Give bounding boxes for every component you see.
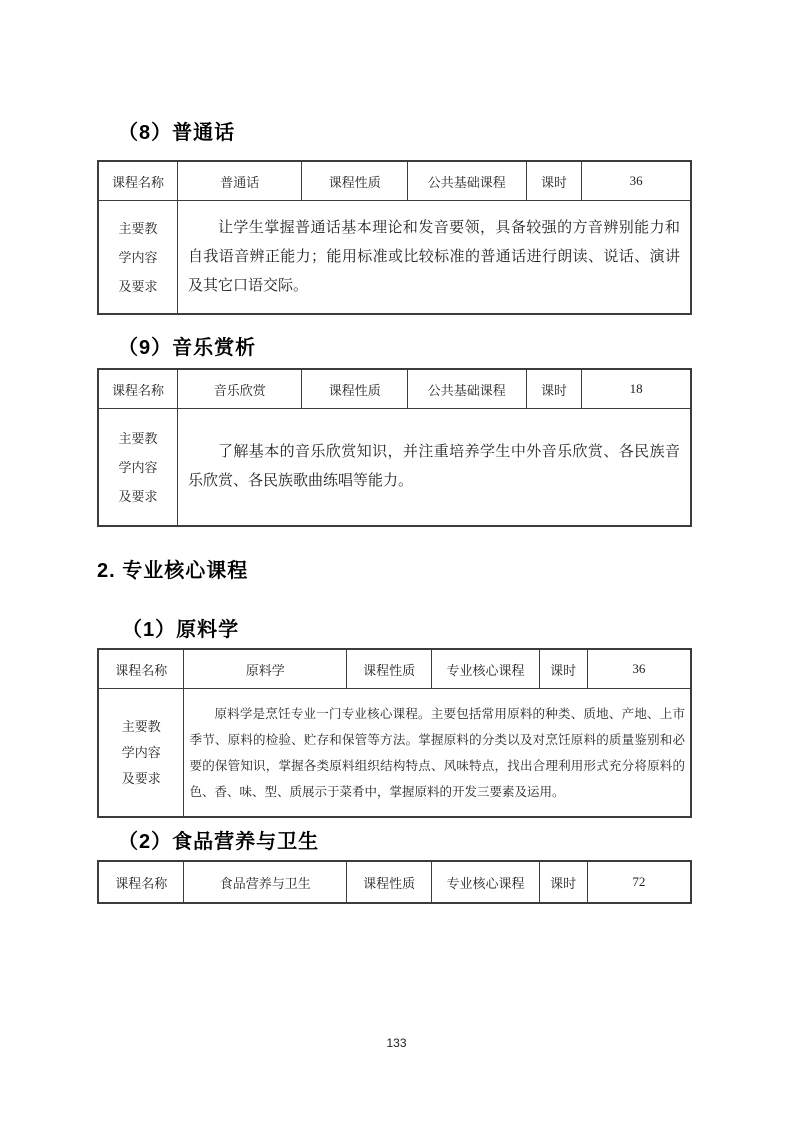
hours-value-cell: 36 [582, 161, 691, 201]
course-table-putonghua [97, 160, 692, 315]
table-content-row [98, 409, 691, 527]
course-nature-value-cell: 专业核心课程 [432, 861, 539, 903]
content-label-line: 主要教 [118, 220, 158, 236]
table-header-row [98, 649, 691, 689]
hours-value-cell: 36 [587, 649, 691, 689]
table-content-row [98, 201, 691, 315]
course-name-label-cell: 课程名称 [98, 161, 177, 201]
content-label-line: 及要求 [118, 278, 158, 294]
hours-value-cell: 72 [587, 861, 691, 903]
content-label-line: 学内容 [118, 459, 158, 475]
content-text-cell [177, 409, 691, 527]
course-nature-label-cell: 课程性质 [302, 369, 408, 409]
hours-label-cell: 课时 [526, 161, 582, 201]
content-label-line: 及要求 [121, 770, 161, 786]
course-name-value-cell: 普通话 [177, 161, 302, 201]
course-table-yuanliaoxue [97, 648, 692, 818]
course-nature-value-cell: 公共基础课程 [408, 369, 527, 409]
hours-label-cell: 课时 [526, 369, 582, 409]
content-text-cell [177, 201, 691, 315]
table-header-row [98, 161, 691, 201]
course-table-shipin [97, 860, 692, 904]
content-label-cell [98, 689, 184, 818]
course-nature-value-cell: 专业核心课程 [432, 649, 539, 689]
content-text-cell [184, 689, 691, 818]
course-name-value-cell: 音乐欣赏 [177, 369, 302, 409]
course-nature-label-cell: 课程性质 [346, 649, 431, 689]
course-description: 了解基本的音乐欣赏知识，并注重培养学生中外音乐欣赏、各民族音乐欣赏、各民族歌曲练唱等能力。 [187, 444, 680, 489]
hours-label-cell: 课时 [539, 861, 587, 903]
content-label-line: 及要求 [118, 488, 158, 504]
course-nature-value-cell: 公共基础课程 [408, 161, 527, 201]
table-content-row [98, 689, 691, 818]
content-label-cell [98, 409, 177, 527]
course-name-label-cell: 课程名称 [98, 861, 184, 903]
content-label-line: 学内容 [118, 249, 158, 265]
course-table-music [97, 368, 692, 527]
content-label-line: 主要教 [121, 718, 161, 734]
course-nature-label-cell: 课程性质 [346, 861, 431, 903]
table-header-row [98, 369, 691, 409]
hours-label-cell: 课时 [539, 649, 587, 689]
course-name-value-cell: 原料学 [184, 649, 346, 689]
course-name-label-cell: 课程名称 [98, 649, 184, 689]
content-label-line: 主要教 [118, 430, 158, 446]
table-header-row [98, 861, 691, 903]
content-label-cell [98, 201, 177, 315]
course-name-label-cell: 课程名称 [98, 369, 177, 409]
course-nature-label-cell: 课程性质 [302, 161, 408, 201]
section-heading-putonghua: （8）普通话 [118, 122, 236, 144]
section-heading-yuanliaoxue: （1）原料学 [122, 619, 240, 641]
page-number: 133 [386, 1036, 407, 1050]
course-description: 原料学是烹饪专业一门专业核心课程。主要包括常用原料的种类、质地、产地、上市季节、原料的检验、贮存和保管等方法。掌握原料的分类以及对烹饪原料的质量鉴别和必要的保管知识，掌握各类原料组织结构特点、风味特点，找出合理利用形式充分将原料的色、香、味、型、质展示于菜肴中，掌握原料的开发三要素及运用。 [189, 706, 685, 799]
section-heading-shipin: （2）食品营养与卫生 [118, 831, 320, 853]
section-heading-music: （9）音乐赏析 [118, 337, 257, 359]
course-description: 让学生掌握普通话基本理论和发音要领，具备较强的方音辨别能力和自我语音辨正能力；能用标准或比较标准的普通话进行朗读、说话、演讲及其它口语交际。 [187, 219, 680, 294]
hours-value-cell: 18 [582, 369, 691, 409]
content-label-line: 学内容 [121, 744, 161, 760]
course-name-value-cell: 食品营养与卫生 [184, 861, 346, 903]
core-group-heading: 2. 专业核心课程 [97, 560, 249, 582]
